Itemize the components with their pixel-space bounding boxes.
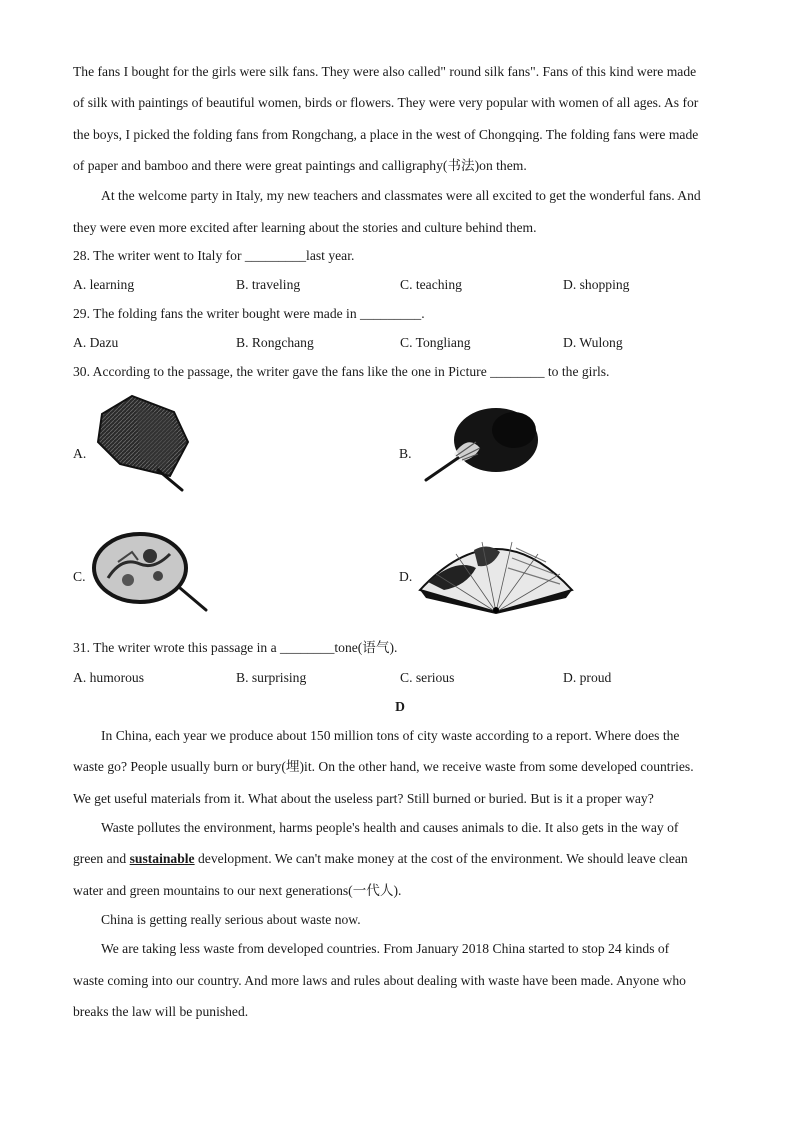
passage-c-p1-line-1: The fans I bought for the girls were silk fans. They were also called" round silk fans". Fans of this kind were made — [73, 64, 697, 79]
q30-picture-label-a: A. — [73, 446, 87, 461]
question-31-stem: 31. The writer wrote this passage in a ________tone(语气). — [73, 640, 398, 655]
question-29-stem: 29. The folding fans the writer bought were made in _________. — [73, 306, 425, 321]
q30-picture-label-b: B. — [399, 446, 412, 461]
question-28-stem: 28. The writer went to Italy for _________last year. — [73, 248, 355, 263]
passage-d-p4-line-3: breaks the law will be punished. — [73, 1004, 249, 1019]
q28-option-a: A. learning — [73, 277, 135, 292]
question-30-stem: 30. According to the passage, the writer gave the fans like the one in Picture ________ to the girls. — [73, 364, 610, 379]
feather-fan-picture — [418, 404, 542, 486]
q29-option-c: C. Tongliang — [400, 335, 471, 350]
passage-d-p4-line-1: We are taking less waste from developed countries. From January 2018 China started to stop 24 kinds of — [101, 941, 670, 956]
q29-option-a: A. Dazu — [73, 335, 119, 350]
q31-option-d: D. proud — [563, 670, 612, 685]
question-31-options — [73, 668, 733, 688]
passage-d-p3: China is getting really serious about waste now. — [101, 912, 361, 927]
passage-c-p1-line-3: the boys, I picked the folding fans from Rongchang, a place in the west of Chongqing. The folding fans were made — [73, 127, 699, 142]
question-29-options — [73, 333, 733, 353]
q31-option-a: A. humorous — [73, 670, 144, 685]
question-28-options — [73, 275, 733, 295]
woven-fan-picture — [90, 392, 190, 494]
q29-option-d: D. Wulong — [563, 335, 623, 350]
q31-option-b: B. surprising — [236, 670, 307, 685]
q28-option-c: C. teaching — [400, 277, 462, 292]
passage-d-p1-line-3: We get useful materials from it. What about the useless part? Still burned or buried. But is it a proper way? — [73, 791, 654, 806]
passage-c-p2-line-1: At the welcome party in Italy, my new teachers and classmates were all excited to get the wonderful fans. And — [101, 188, 701, 203]
q29-option-b: B. Rongchang — [236, 335, 314, 350]
q30-picture-label-d: D. — [399, 569, 413, 584]
passage-c-p1-line-2: of silk with paintings of beautiful women, birds or flowers. They were very popular with women of all ages. As for — [73, 95, 699, 110]
q28-option-b: B. traveling — [236, 277, 301, 292]
passage-d-p2-line-1: Waste pollutes the environment, harms people's health and causes animals to die. It also gets in the way of — [101, 820, 679, 835]
folding-fan-picture — [416, 528, 576, 616]
passage-d-p2-line-2 — [73, 849, 733, 869]
q31-option-c: C. serious — [400, 670, 455, 685]
passage-d-p1-line-2: waste go? People usually burn or bury(埋)it. On the other hand, we receive waste from some developed countries. — [73, 759, 694, 774]
p2-text-after-keyword: development. We can't make money at the cost of the environment. We should leave clean — [194, 851, 688, 866]
passage-d-p2-line-3: water and green mountains to our next generations(一代人). — [73, 883, 402, 898]
passage-c-p2-line-2: they were even more excited after learning about the stories and culture behind them. — [73, 220, 537, 235]
q28-option-d: D. shopping — [563, 277, 630, 292]
passage-d-p1-line-1: In China, each year we produce about 150 million tons of city waste according to a report. Where does the — [101, 728, 680, 743]
keyword-sustainable: sustainable — [129, 851, 195, 866]
passage-d-p4-line-2: waste coming into our country. And more laws and rules about dealing with waste have been made. Anyone who — [73, 973, 686, 988]
passage-c-p1-line-4: of paper and bamboo and there were great paintings and calligraphy(书法)on them. — [73, 158, 527, 173]
q30-picture-label-c: C. — [73, 569, 86, 584]
round-silk-fan-picture — [88, 530, 214, 614]
section-d-heading: D — [395, 699, 405, 714]
p2-text-before-keyword: green and — [73, 851, 130, 866]
